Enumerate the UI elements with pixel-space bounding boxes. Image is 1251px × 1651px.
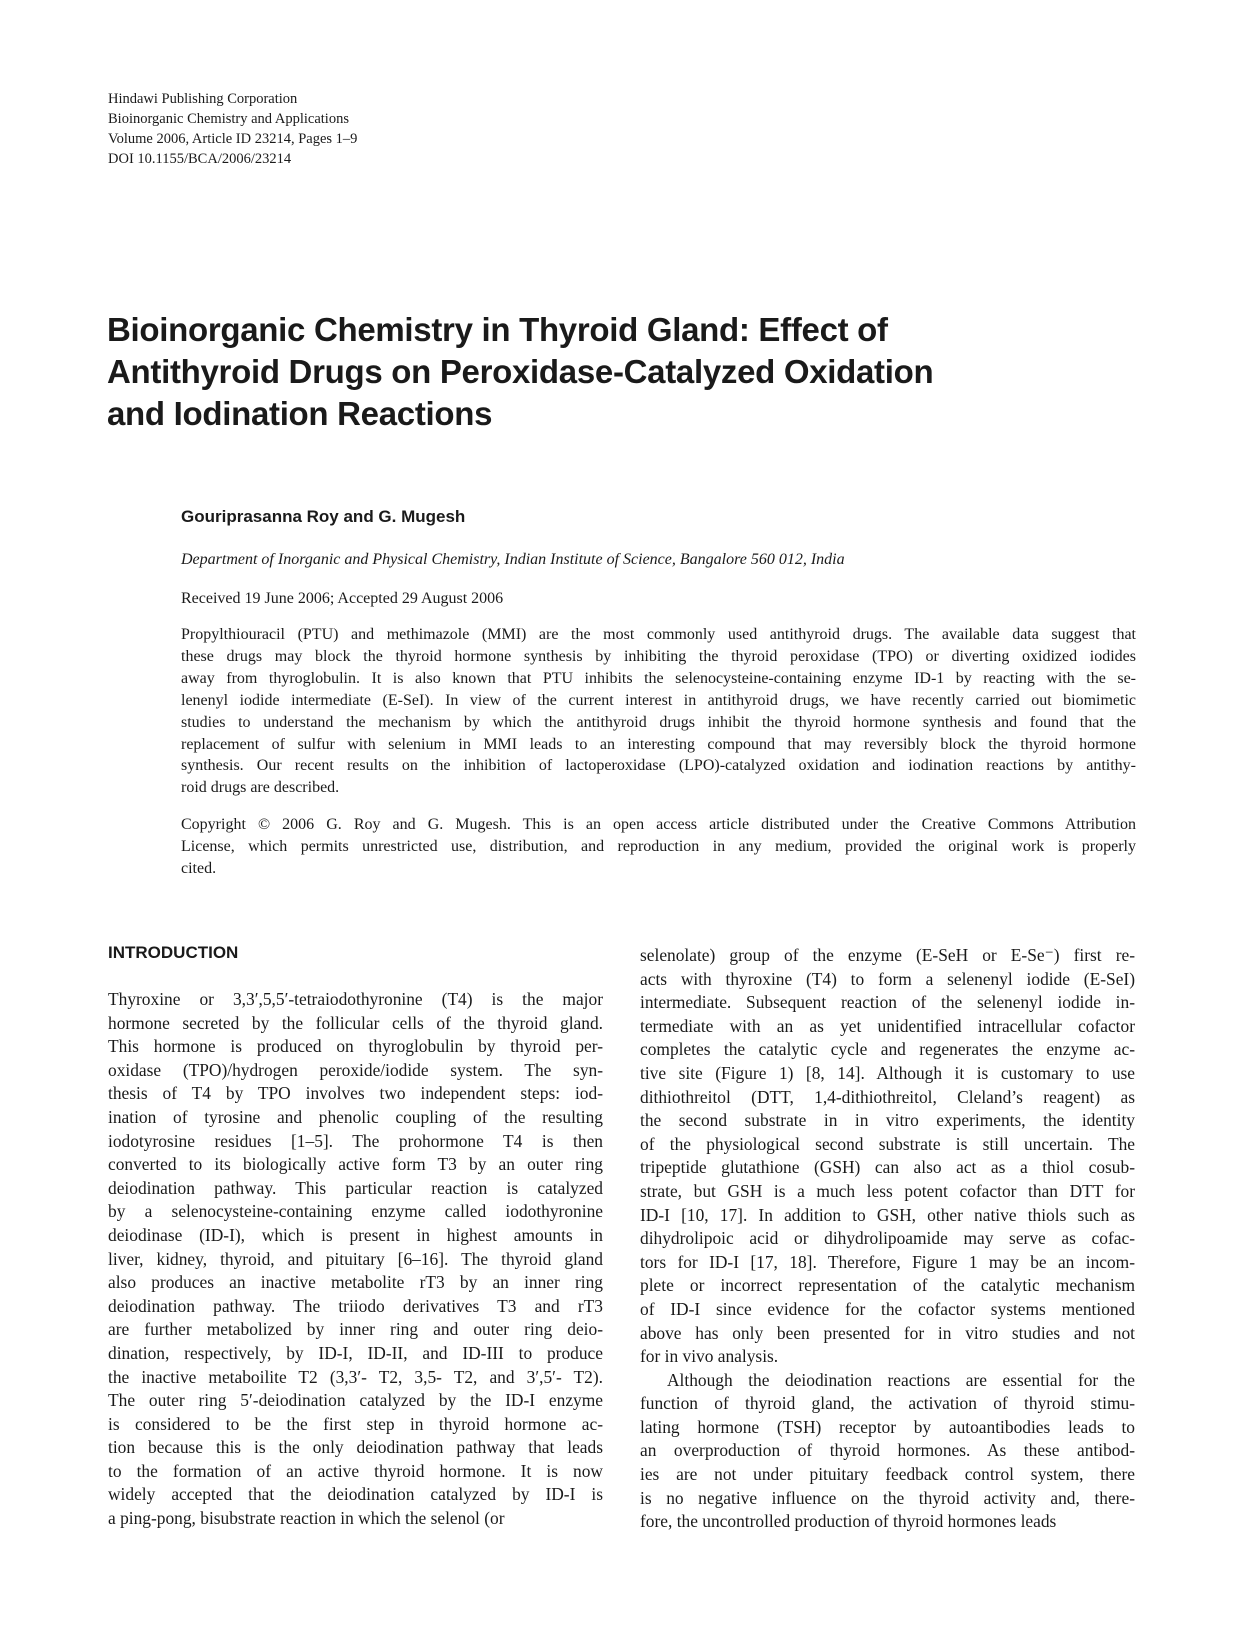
- abstract: [181, 624, 1136, 799]
- article-title: [107, 309, 1157, 435]
- abstract-line: studies to understand the mechanism by which the antithyroid drugs inhibit the thyroid hormone synthesis and found that the: [181, 713, 1136, 731]
- body-text-line: the inactive metaboilite T2 (3,3′- T2, 3,5- T2, and 3′,5′- T2).: [108, 1366, 603, 1387]
- body-text-line: also produces an inactive metabolite rT3 by an inner ring: [108, 1272, 603, 1293]
- body-text-line: hormone secreted by the follicular cells of the thyroid gland.: [108, 1012, 603, 1033]
- body-text-line: acts with thyroxine (T4) to form a selenenyl iodide (E-SeI): [640, 968, 1135, 989]
- body-text-line: are further metabolized by inner ring and outer ring deio-: [108, 1319, 603, 1340]
- copyright-line: cited.: [181, 859, 217, 877]
- body-text-line: widely accepted that the deiodination catalyzed by ID-I is: [108, 1484, 603, 1505]
- volume-info: Volume 2006, Article ID 23214, Pages 1–9: [108, 131, 358, 147]
- copyright-notice: [181, 814, 1136, 880]
- left-column: [108, 988, 603, 1531]
- publisher-name: Hindawi Publishing Corporation: [108, 91, 298, 107]
- body-text-line: ies are not under pituitary feedback control system, there: [640, 1464, 1135, 1485]
- right-column: [640, 944, 1135, 1534]
- affiliation: Department of Inorganic and Physical Chemistry, Indian Institute of Science, Bangalore 560 012, India: [181, 551, 845, 568]
- body-text-line: iodotyrosine residues [1–5]. The prohormone T4 is then: [108, 1130, 603, 1151]
- body-text-line: deiodination pathway. This particular reaction is catalyzed: [108, 1177, 603, 1198]
- abstract-line: roid drugs are described.: [181, 779, 340, 797]
- body-text-line: deiodinase (ID-I), which is present in highest amounts in: [108, 1224, 603, 1245]
- body-text-line: dihydrolipoic acid or dihydrolipoamide may serve as cofac-: [640, 1228, 1135, 1249]
- body-text-line: deiodination pathway. The triiodo derivatives T3 and rT3: [108, 1295, 603, 1316]
- body-text-line: for in vivo analysis.: [640, 1346, 779, 1367]
- body-text-line: strate, but GSH is a much less potent cofactor than DTT for: [640, 1180, 1135, 1201]
- abstract-line: lenenyl iodide intermediate (E-SeI). In view of the current interest in antithyroid drugs, we have recently carried out biomimetic: [181, 691, 1136, 709]
- body-text-line: of ID-I since evidence for the cofactor systems mentioned: [640, 1298, 1135, 1319]
- body-text-line: function of thyroid gland, the activation of thyroid stimu-: [640, 1393, 1135, 1414]
- body-text-line: tion because this is the only deiodination pathway that leads: [108, 1437, 603, 1458]
- body-text-line: is considered to be the first step in thyroid hormone ac-: [108, 1413, 603, 1434]
- section-heading-introduction: INTRODUCTION: [108, 943, 239, 962]
- abstract-line: these drugs may block the thyroid hormone synthesis by inhibiting the thyroid peroxidase (TPO) or diverting oxidized iodides: [181, 647, 1136, 665]
- doi: DOI 10.1155/BCA/2006/23214: [108, 151, 292, 167]
- body-text-line: by a selenocysteine-containing enzyme called iodothyronine: [108, 1201, 603, 1222]
- copyright-line: License, which permits unrestricted use, distribution, and reproduction in any medium, provided the original work is properly: [181, 837, 1136, 855]
- body-text-line: termediate with an as yet unidentified intracellular cofactor: [640, 1015, 1135, 1036]
- body-text-line: dithiothreitol (DTT, 1,4-dithiothreitol, Cleland’s reagent) as: [640, 1086, 1135, 1107]
- abstract-line: away from thyroglobulin. It is also known that PTU inhibits the selenocysteine-containing enzyme ID-1 by reacting with the se-: [181, 669, 1136, 687]
- body-text-line: intermediate. Subsequent reaction of the selenenyl iodide in-: [640, 992, 1135, 1013]
- authors: Gouriprasanna Roy and G. Mugesh: [181, 507, 466, 526]
- body-text-line: liver, kidney, thyroid, and pituitary [6–16]. The thyroid gland: [108, 1248, 603, 1269]
- body-text-line: plete or incorrect representation of the catalytic mechanism: [640, 1275, 1135, 1296]
- body-text-line: tripeptide glutathione (GSH) can also act as a thiol cosub-: [640, 1157, 1135, 1178]
- body-text-line: is no negative influence on the thyroid activity and, there-: [640, 1487, 1135, 1508]
- body-text-line: tive site (Figure 1) [8, 14]. Although it is customary to use: [640, 1062, 1135, 1083]
- body-text-line: above has only been presented for in vitro studies and not: [640, 1322, 1135, 1343]
- body-text-line: oxidase (TPO)/hydrogen peroxide/iodide system. The syn-: [108, 1059, 603, 1080]
- body-text-line: converted to its biologically active form T3 by an outer ring: [108, 1154, 603, 1175]
- body-text-line: fore, the uncontrolled production of thyroid hormones leads: [640, 1511, 1057, 1532]
- body-text-line: an overproduction of thyroid hormones. As these antibod-: [640, 1440, 1135, 1461]
- body-text-line: the second substrate in in vitro experiments, the identity: [640, 1110, 1135, 1131]
- title-line: Antithyroid Drugs on Peroxidase-Catalyzed Oxidation: [107, 353, 934, 390]
- abstract-line: synthesis. Our recent results on the inhibition of lactoperoxidase (LPO)-catalyzed oxidation and iodination reactions by antithy-: [181, 757, 1136, 775]
- body-text-line: tors for ID-I [17, 18]. Therefore, Figure 1 may be an incom-: [640, 1251, 1135, 1272]
- body-text-line: thesis of T4 by TPO involves two independent steps: iod-: [108, 1083, 603, 1104]
- body-text-line: completes the catalytic cycle and regenerates the enzyme ac-: [640, 1039, 1135, 1060]
- body-text-line: lating hormone (TSH) receptor by autoantibodies leads to: [640, 1416, 1135, 1437]
- body-text-line: of the physiological second substrate is still uncertain. The: [640, 1133, 1135, 1154]
- body-text-line: The outer ring 5′-deiodination catalyzed by the ID-I enzyme: [108, 1390, 603, 1411]
- title-line: and Iodination Reactions: [107, 395, 493, 432]
- body-text-line: to the formation of an active thyroid hormone. It is now: [108, 1460, 603, 1481]
- abstract-line: replacement of sulfur with selenium in MMI leads to an interesting compound that may reversibly block the thyroid hormone: [181, 735, 1136, 753]
- body-text-line: ID-I [10, 17]. In addition to GSH, other native thiols such as: [640, 1204, 1135, 1225]
- abstract-line: Propylthiouracil (PTU) and methimazole (MMI) are the most commonly used antithyroid drugs. The available data suggest that: [181, 626, 1136, 643]
- body-text-line: This hormone is produced on thyroglobulin by thyroid per-: [108, 1036, 603, 1057]
- body-text-line: Although the deiodination reactions are essential for the: [667, 1369, 1135, 1390]
- body-text-line: dination, respectively, by ID-I, ID-II, and ID-III to produce: [108, 1342, 603, 1363]
- body-text-line: ination of tyrosine and phenolic coupling of the resulting: [108, 1106, 603, 1127]
- journal-header: [108, 89, 357, 169]
- received-date: Received 19 June 2006; Accepted 29 August 2006: [181, 590, 504, 607]
- journal-name: Bioinorganic Chemistry and Applications: [108, 111, 349, 127]
- body-text-line: a ping-pong, bisubstrate reaction in which the selenol (or: [108, 1508, 505, 1529]
- title-line: Bioinorganic Chemistry in Thyroid Gland: Effect of: [107, 311, 888, 348]
- copyright-line: Copyright © 2006 G. Roy and G. Mugesh. This is an open access article distributed under the Creative Commons Attribution: [181, 816, 1136, 833]
- body-text-line: Thyroxine or 3,3′,5,5′-tetraiodothyronine (T4) is the major: [108, 989, 603, 1009]
- body-text-line: selenolate) group of the enzyme (E-SeH or E-Se⁻) first re-: [640, 945, 1135, 965]
